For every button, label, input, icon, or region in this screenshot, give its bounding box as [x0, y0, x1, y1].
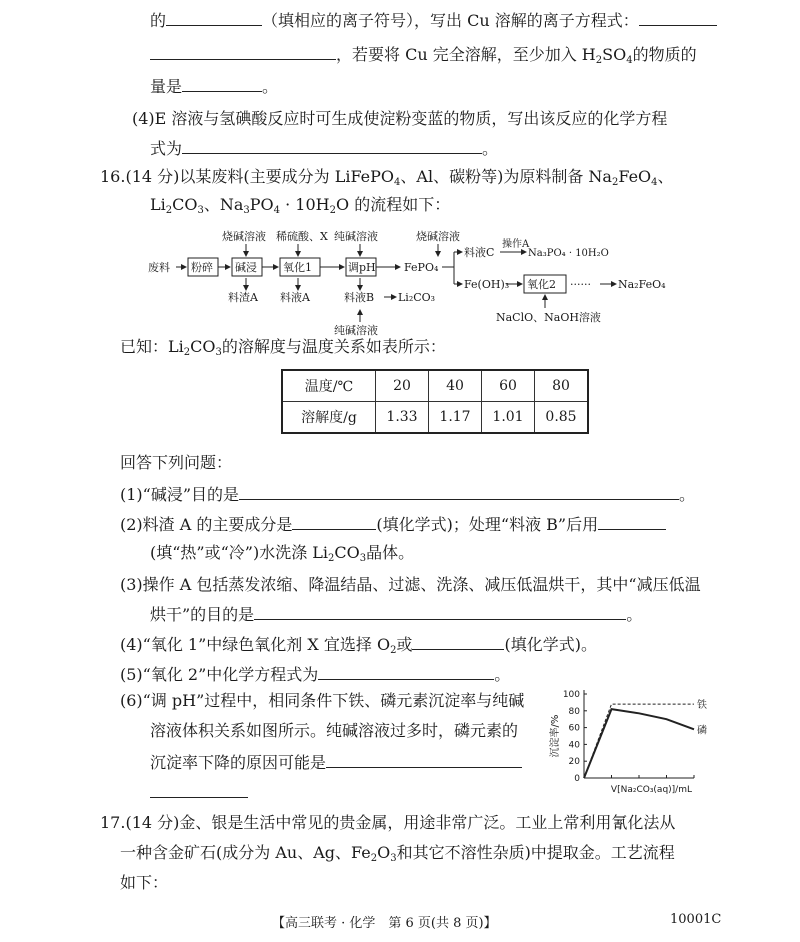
sub-question-3: (3)操作 A 包括蒸发浓缩、降温结晶、过滤、洗涤、减压低温烘干，其中“减压低温: [120, 575, 701, 594]
flow-liquid-a: 料液A: [280, 291, 310, 304]
flow-li2co3: Li₂CO₃: [398, 291, 436, 304]
flow-feoh3: Fe(OH)₃: [464, 278, 510, 291]
blank[interactable]: [239, 482, 679, 500]
blank[interactable]: [166, 8, 262, 26]
solubility-table: [281, 369, 589, 434]
flow-dots: ······: [570, 278, 591, 291]
blank[interactable]: [412, 632, 504, 650]
y-tick-label: 20: [568, 757, 580, 768]
sub-question-1: (1)“碱浸”目的是 。: [120, 482, 695, 506]
text-line: 已知：$Li_2CO_3$的溶解度与温度关系如表所示：: [120, 337, 446, 358]
text-line: [150, 780, 248, 804]
flow-reagent-alkali2: 烧碱溶液: [416, 230, 460, 243]
question-17-stem: 17.(14 分)金、银是生活中常见的贵金属，用途非常广泛。工业上常利用氰化法从: [100, 813, 676, 832]
flow-reagent-alkali: 烧碱溶液: [222, 230, 266, 243]
table-cell: 0.85: [535, 402, 589, 434]
table-cell: 1.17: [429, 402, 482, 434]
text-line: 如下：: [120, 873, 169, 892]
series-phosphorus-line: [584, 709, 694, 778]
flow-reagent-soda: 纯碱溶液: [334, 230, 378, 243]
text-line: 沉淀率下降的原因可能是: [150, 750, 522, 774]
blank[interactable]: [182, 74, 262, 92]
blank[interactable]: [318, 662, 494, 680]
blank[interactable]: [150, 42, 336, 60]
sub-question-2: (2)料渣 A 的主要成分是 (填化学式)；处理“料液 B”后用: [120, 512, 666, 536]
flow-naclo: NaClO、NaOH溶液: [496, 311, 601, 324]
flow-liquid-c: 料液C: [464, 246, 495, 259]
y-tick-label: 60: [568, 723, 580, 734]
flow-crush: 粉碎: [191, 261, 213, 274]
table-cell: 温度/℃: [282, 370, 376, 402]
flow-slag-a: 料渣A: [228, 291, 258, 304]
sub-question-4: (4)“氧化 1”中绿色氧化剂 X 宜选择 $O_2$或 (填化学式)。: [120, 632, 597, 662]
paper-code: 10001C: [670, 912, 722, 927]
sub-question-6: (6)“调 pH”过程中，相同条件下铁、磷元素沉淀率与纯碱: [120, 691, 525, 710]
text-line: (4)E 溶液与氢碘酸反应时可生成使淀粉变蓝的物质，写出该反应的化学方程: [132, 109, 668, 128]
flow-na3po4: Na₃PO₄ · 10H₂O: [528, 248, 609, 259]
table-cell: 40: [429, 370, 482, 402]
flow-reagent-acid: 稀硫酸、X: [276, 230, 328, 243]
blank[interactable]: [254, 602, 626, 620]
blank[interactable]: [639, 8, 717, 26]
blank[interactable]: [598, 512, 666, 530]
chart-ylabel: 沉淀率/%: [550, 714, 561, 758]
chart-xlabel: V[Na₂CO₃(aq)]/mL: [610, 785, 692, 795]
legend-iron: 铁: [697, 700, 707, 712]
legend-phosphorus: 磷: [697, 725, 707, 737]
text-line: ，若要将 Cu 完全溶解，至少加入 $H_2SO_4$的物质的: [150, 42, 697, 72]
flow-alkali-leach: 碱浸: [235, 261, 257, 274]
y-tick-label: 40: [568, 740, 580, 751]
flow-oxidation1: 氧化1: [283, 261, 312, 274]
table-cell: 20: [376, 370, 429, 402]
text-line: 式为 。: [150, 136, 498, 160]
table-cell: 1.01: [482, 402, 535, 434]
text-line: (填“热”或“冷”)水洗涤 $Li_2CO_3$晶体。: [150, 543, 415, 564]
table-cell: 溶解度/g: [282, 402, 376, 434]
blank[interactable]: [326, 750, 522, 768]
y-tick-label: 100: [562, 690, 580, 700]
y-tick-label: 0: [574, 774, 580, 784]
text-line: 烘干”的目的是 。: [150, 602, 642, 626]
y-tick-label: 80: [568, 706, 580, 717]
table-cell: 60: [482, 370, 535, 402]
text-line: 回答下列问题：: [120, 453, 233, 472]
flow-oxidation2: 氧化2: [527, 278, 556, 291]
flow-fepo4: FePO₄: [404, 261, 439, 274]
blank[interactable]: [182, 136, 482, 154]
sub-question-5: (5)“氧化 2”中化学方程式为 。: [120, 662, 510, 686]
text-line: 一种含金矿石(成分为 Au、Ag、$Fe_2O_3$和其它不溶性杂质)中提取金。工艺流程: [120, 843, 675, 864]
flow-soda-bottom: 纯碱溶液: [334, 324, 378, 337]
flow-na2feo4: Na₂FeO₄: [618, 278, 666, 291]
process-flowchart: [148, 228, 668, 338]
text-line: 量是 。: [150, 74, 278, 98]
series-iron-line: [584, 704, 694, 778]
text-line: 溶液体积关系如图所示。纯碱溶液过多时，磷元素的: [150, 721, 519, 740]
table-cell: 1.33: [376, 402, 429, 434]
table-cell: 80: [535, 370, 589, 402]
text-line: $Li_2CO_3$、$Na_3PO_4 \cdot 10H_2O$ 的流程如下：: [150, 195, 451, 216]
table-row: [282, 402, 588, 434]
page-footer: 【高三联考 · 化学 第 6 页(共 8 页)】: [272, 916, 497, 931]
blank[interactable]: [150, 780, 248, 798]
flow-liquid-b: 料液B: [344, 291, 375, 304]
flow-operation-a: 操作A: [502, 239, 530, 250]
question-16-stem: 16.(14 分)以某废料(主要成分为 LiFePO$_4$、Al、碳粉等)为原料制备 $Na_2FeO_4$、: [100, 167, 674, 188]
flow-adjust-ph: 调pH: [348, 261, 376, 274]
text-line: 的 （填相应的离子符号），写出 Cu 溶解的离子方程式：: [150, 8, 717, 32]
table-row: [282, 370, 588, 402]
blank[interactable]: [292, 512, 376, 530]
flow-feed: 废料: [148, 261, 170, 274]
precipitation-chart: [548, 686, 708, 800]
